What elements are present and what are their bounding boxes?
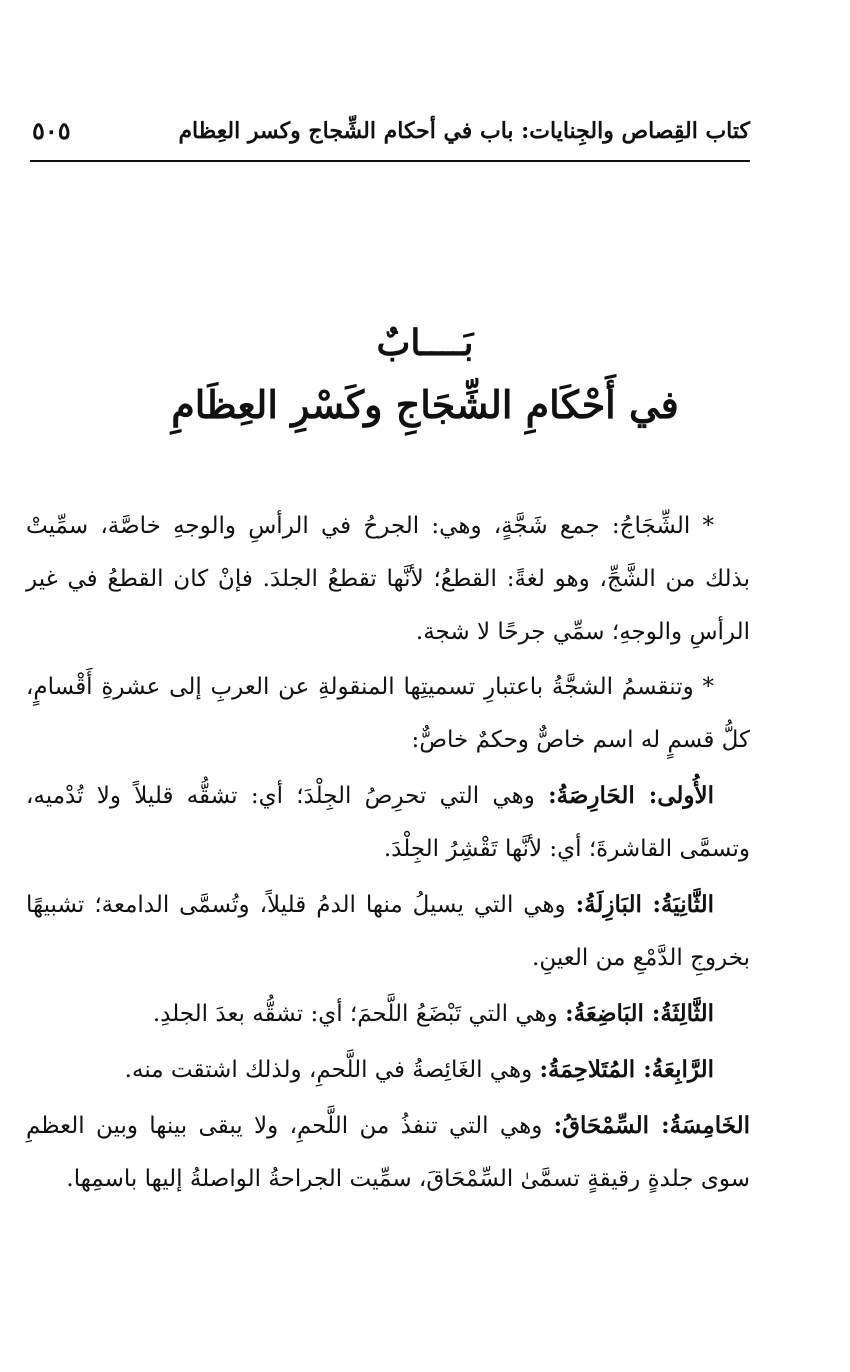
paragraph xyxy=(26,987,750,1041)
paragraph-text: وهي التي تَبْضَعُ اللَّحمَ؛ أي: تشقُّه بعدَ الجلدِ. xyxy=(152,1001,558,1027)
page-number: ٥٠٥ xyxy=(32,116,71,145)
header-divider xyxy=(30,160,750,162)
paragraph xyxy=(26,769,750,876)
paragraph-text: وهي التي تنفذُ من اللَّحمِ، ولا يبقى بينها وبين العظمِ سوى جلدةٍ رقيقةٍ تسمَّىٰ السِّمْحَاقَ، سمِّيت الجراحةُ الواصلةُ إليها باسمِها. xyxy=(26,1113,750,1192)
paragraph-text: وهي التي يسيلُ منها الدمُ قليلاً، وتُسمَّى الدامعة؛ تشبيهًا بخروجِ الدَّمْعِ من العينِ. xyxy=(26,892,750,971)
body-text xyxy=(26,500,750,1208)
term-heading: الأُولى: الحَارِصَةُ: xyxy=(548,782,715,809)
term-heading: الرَّابِعَةُ: المُتَلاحِمَةُ: xyxy=(539,1056,714,1083)
paragraph-text: وهي التي تحرِصُ الجِلْدَ؛ أي: تشقُّه قليلاً ولا تُدْميه، وتسمَّى القاشرةَ؛ أي: لأنَّها تَقْشِرُ الجِلْدَ. xyxy=(26,783,750,862)
term-heading: الخَامِسَةُ: السِّمْحَاقُ: xyxy=(553,1112,751,1139)
chapter-label: بَــــابٌ xyxy=(376,322,474,364)
term-heading: الثَّالِثَةُ: البَاضِعَةُ: xyxy=(565,1000,714,1027)
bullet-asterisk: * xyxy=(702,674,715,700)
paragraph xyxy=(26,500,750,659)
running-header xyxy=(30,110,750,160)
term-heading: الثَّانِيَةُ: البَازِلَةُ: xyxy=(575,891,714,918)
paragraph xyxy=(26,878,750,985)
bullet-asterisk: * xyxy=(702,513,714,539)
paragraph-text: وهي الغَائِصةُ في اللَّحمِ، ولذلك اشتقت منه. xyxy=(124,1057,533,1083)
paragraph xyxy=(26,1043,750,1097)
running-title: كتاب القِصاص والجِنايات: باب في أحكام الشِّجاج وكسر العِظام xyxy=(178,118,750,144)
paragraph xyxy=(26,661,750,767)
paragraph-text: وتنقسمُ الشجَّةُ باعتبارِ تسميتِها المنقولةِ عن العربِ إلى عشرةِ أَقْسامٍ، كلُّ قسمٍ له اسم خاصٌّ وحكمٌ خاصٌّ: xyxy=(26,674,750,753)
paragraph xyxy=(26,1099,750,1206)
chapter-title: في أَحْكَامِ الشِّجَاجِ وكَسْرِ العِظَامِ xyxy=(171,382,679,427)
paragraph-text: الشِّجَاجُ: جمع شَجَّةٍ، وهي: الجرحُ في الرأسِ والوجهِ خاصَّة، سمِّيتْ بذلك من الشَّجِّ، وهو لغةً: القطعُ؛ لأنَّها تقطعُ الجلدَ. فإنْ كان القطعُ في غير الرأسِ والوجهِ؛ سمِّي جرحًا لا شجة. xyxy=(26,513,750,645)
